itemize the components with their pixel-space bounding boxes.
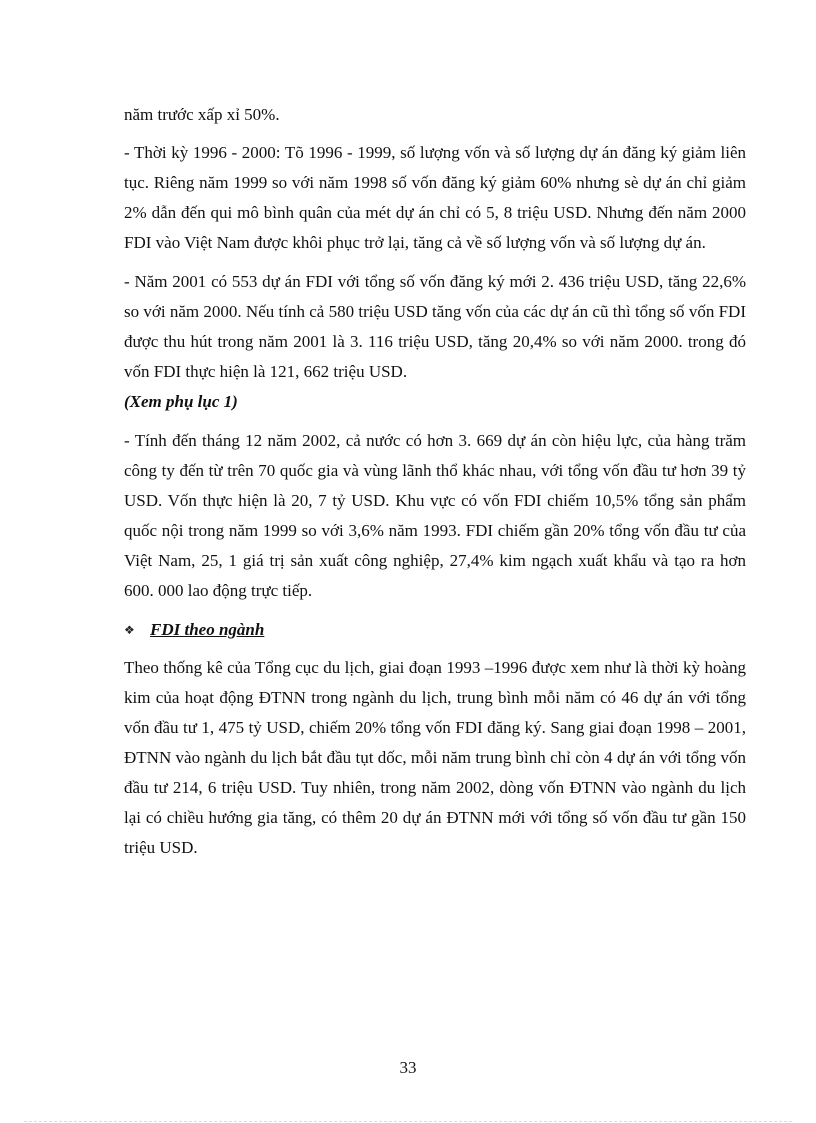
paragraph-to-2002: - Tính đến tháng 12 năm 2002, cả nước có hơn 3. 669 dự án còn hiệu lực, của hàng trăm công ty đến từ trên 70 quốc gia và vùng lãnh thổ khác nhau, với tổng vốn đầu tư hơn 39 tỷ USD. Vốn thực hiện là 20, 7 tỷ USD. Khu vực có vốn FDI chiếm 10,5% tổng sản phẩm quốc nội trong năm 1999 so với 3,6% năm 1993. FDI chiếm gần 20% tổng vốn đầu tư của Việt Nam, 25, 1 giá trị sản xuất công nghiệp, 27,4% kim ngạch xuất khẩu và tạo ra hơn 600. 000 lao động trực tiếp. — [124, 431, 746, 600]
paragraph-tourism-fdi: Theo thống kê của Tổng cục du lịch, giai đoạn 1993 –1996 được xem như là thời kỳ hoàng kim của hoạt động ĐTNN trong ngành du lịch, trung bình mỗi năm có 46 dự án với tổng vốn đầu tư 1, 475 tỷ USD, chiếm 20% tổng vốn FDI đăng ký. Sang giai đoạn 1998 – 2001, ĐTNN vào ngành du lịch bắt đầu tụt dốc, mỗi năm trung bình chỉ còn 4 dự án với tổng vốn đầu tư 214, 6 triệu USD. Tuy nhiên, trong năm 2002, dòng vốn ĐTNN vào ngành du lịch lại có chiều hướng gia tăng, có thêm 20 dự án ĐTNN mới với tổng số vốn đầu tư gần 150 triệu USD. — [124, 658, 746, 857]
paragraph-year-2001 — [124, 267, 746, 417]
diamond-bullet-icon: ❖ — [124, 623, 135, 637]
paragraph-continuation: năm trước xấp xỉ 50%. — [124, 105, 280, 124]
page-content — [124, 100, 746, 872]
appendix-reference: (Xem phụ lục 1) — [124, 392, 238, 411]
paragraph-year-2001-text: - Năm 2001 có 553 dự án FDI với tổng số vốn đăng ký mới 2. 436 triệu USD, tăng 22,6% so với năm 2000. Nếu tính cả 580 triệu USD tăng vốn của các dự án cũ thì tổng số vốn FDI được thu hút trong năm 2001 là 3. 116 triệu USD, tăng 20,4% so với năm 2000. trong đó vốn FDI thực hiện là 121, 662 triệu USD. — [124, 272, 746, 381]
page-number: 33 — [399, 1058, 417, 1077]
page-bottom-divider — [24, 1121, 792, 1122]
section-title: FDI theo ngành — [150, 620, 265, 639]
section-heading — [124, 615, 746, 645]
paragraph-period-1996-2000: - Thời kỳ 1996 - 2000: Tõ 1996 - 1999, số lượng vốn và số lượng dự án đăng ký giảm liên tục. Riêng năm 1999 so với năm 1998 số vốn đăng ký giảm 60% nhưng sè dự án chỉ giảm 2% dẫn đến qui mô bình quân của mét dự án chỉ có 5, 8 triệu USD. Nhưng đến năm 2000 FDI vào Việt Nam được khôi phục trở lại, tăng cả về số lượng vốn và số lượng dự án. — [124, 143, 746, 252]
